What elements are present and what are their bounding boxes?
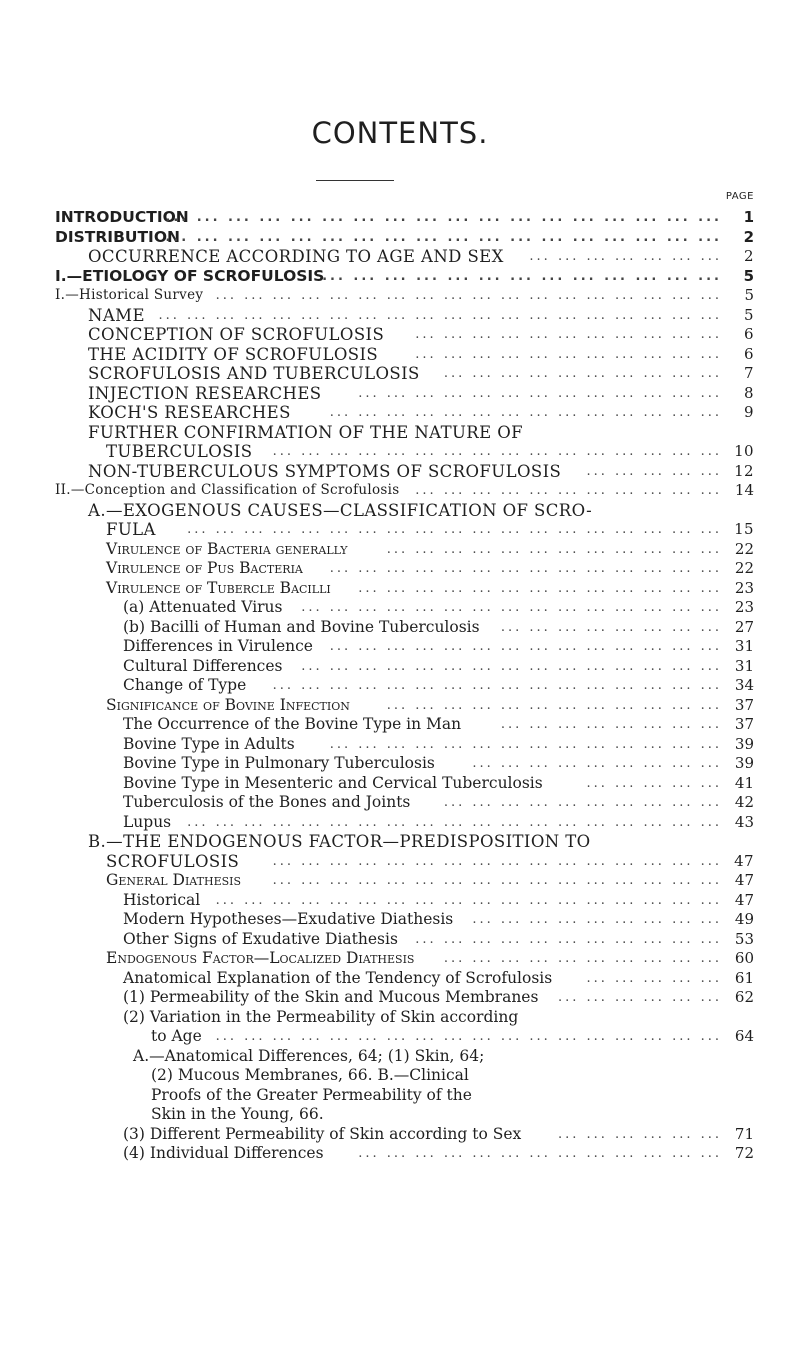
toc-page-number: 9 bbox=[744, 403, 754, 421]
page-column-header: PAGE bbox=[725, 191, 754, 202]
toc-page-number: 47 bbox=[734, 890, 754, 909]
dot-leader: ... ... ... ... ... ... ... ... ... ... ... ... ... ... ... ... bbox=[272, 678, 722, 693]
toc-entry bbox=[0, 267, 800, 287]
toc-entry bbox=[0, 403, 800, 423]
dot-leader: ... ... ... ... ... ... ... ... ... ... ... ... ... ... ... ... bbox=[272, 873, 722, 888]
dot-leader: ... ... ... ... ... ... ... ... ... ... ... ... ... ... ... ... ... ... bbox=[215, 892, 722, 908]
toc-page-number: 15 bbox=[734, 520, 754, 538]
toc-entry-title: CONCEPTION OF SCROFULOSIS bbox=[88, 325, 385, 344]
toc-page-number: 64 bbox=[734, 1027, 754, 1045]
toc-entry-title: Anatomical Explanation of the Tendency of Scrofulosis bbox=[123, 968, 553, 987]
toc-entry bbox=[0, 930, 800, 950]
toc-page-number: 23 bbox=[734, 598, 754, 616]
toc-page-number: 41 bbox=[734, 773, 754, 792]
dot-leader: ... ... ... ... ... bbox=[586, 970, 722, 986]
toc-entry-title: Other Signs of Exudative Diathesis bbox=[123, 929, 398, 948]
toc-entry bbox=[0, 637, 800, 657]
toc-entry bbox=[0, 1144, 800, 1164]
toc-entry bbox=[0, 1008, 800, 1028]
toc-entry-title: Skin in the Young, 66. bbox=[151, 1105, 324, 1123]
toc-page-number: 62 bbox=[734, 988, 754, 1006]
toc-page-number: 23 bbox=[734, 578, 754, 597]
toc-page-number: 31 bbox=[734, 656, 754, 675]
toc-entry bbox=[0, 306, 800, 326]
toc-entry bbox=[0, 423, 800, 443]
toc-entry-title: KOCH'S RESEARCHES bbox=[88, 403, 291, 422]
toc-page-number: 5 bbox=[744, 305, 754, 324]
dot-leader: ... ... ... ... ... ... ... ... ... ... ... ... ... ... ... ... ... ... bbox=[215, 288, 722, 303]
toc-entry-title: I.—Historical Survey bbox=[55, 287, 204, 303]
toc-page-number: 8 bbox=[744, 383, 754, 402]
toc-page-number: 7 bbox=[744, 364, 754, 382]
toc-page-number: 72 bbox=[734, 1144, 754, 1162]
toc-entry bbox=[0, 910, 800, 930]
dot-leader: ... ... ... ... ... ... ... ... ... ... ... ... ... ... ... ... ... ... ... bbox=[187, 814, 722, 830]
dot-leader: ... ... ... ... ... ... ... ... ... bbox=[472, 756, 722, 771]
toc-entry-title: (2) Variation in the Permeability of Skin according bbox=[123, 1007, 519, 1026]
toc-page-number: 34 bbox=[734, 676, 754, 694]
toc-entry bbox=[0, 618, 800, 638]
toc-entry bbox=[0, 462, 800, 482]
toc-entry-title: Virulence of Tubercle Bacilli bbox=[106, 578, 331, 597]
toc-page-number: 60 bbox=[734, 949, 754, 967]
toc-entry bbox=[0, 501, 800, 521]
toc-entry bbox=[0, 1047, 800, 1067]
dot-leader: ... ... ... ... ... ... ... ... ... ... ... ... ... bbox=[322, 268, 722, 284]
toc-entry-title: Historical bbox=[123, 890, 201, 909]
toc-page-number: 71 bbox=[734, 1124, 754, 1143]
toc-entry bbox=[0, 754, 800, 774]
toc-entry bbox=[0, 481, 800, 501]
toc-page-number: 37 bbox=[734, 695, 754, 714]
toc-entry-title: Bovine Type in Pulmonary Tuberculosis bbox=[123, 754, 435, 772]
toc-entry bbox=[0, 540, 800, 560]
toc-entry-title: Lupus bbox=[123, 812, 172, 831]
dot-leader: ... ... ... ... ... ... ... ... ... ... ... ... ... ... ... ... bbox=[272, 853, 722, 869]
toc-entry bbox=[0, 871, 800, 891]
toc-entry-title: Tuberculosis of the Bones and Joints bbox=[123, 793, 411, 811]
toc-entry bbox=[0, 1105, 800, 1125]
dot-leader: ... ... ... ... ... ... bbox=[557, 1126, 722, 1142]
toc-page-number: 53 bbox=[734, 929, 754, 948]
toc-page-number: 14 bbox=[734, 481, 754, 499]
toc-entry-title: NON-TUBERCULOUS SYMPTOMS OF SCROFULOSIS bbox=[88, 461, 562, 481]
dot-leader: ... ... ... ... ... ... ... ... ... ... ... ... bbox=[386, 541, 722, 557]
toc-entry-title: INTRODUCTION bbox=[55, 208, 189, 226]
toc-entry-title: to Age bbox=[151, 1027, 202, 1045]
dot-leader: ... ... ... ... ... ... bbox=[557, 990, 722, 1005]
dot-leader: ... ... ... ... ... bbox=[586, 463, 722, 479]
dot-leader: ... ... ... ... ... ... ... ... ... ... ... ... ... ... ... bbox=[301, 600, 722, 615]
toc-page-number: 61 bbox=[734, 968, 754, 987]
toc-entry-title: Cultural Differences bbox=[123, 656, 283, 675]
dot-leader: ... ... ... ... ... ... ... ... ... ... ... ... ... ... ... ... bbox=[272, 444, 722, 459]
toc-page-number: 12 bbox=[734, 461, 754, 480]
toc-entry bbox=[0, 969, 800, 989]
toc-entry-title: General Diathesis bbox=[106, 871, 242, 889]
toc-entry bbox=[0, 345, 800, 365]
toc-entry-title: Bovine Type in Mesenteric and Cervical Tuberculosis bbox=[123, 773, 543, 792]
toc-entry-title: Virulence of Pus Bacteria bbox=[106, 559, 303, 577]
dot-leader: ... ... ... ... ... ... ... ... ... ... ... ... ... ... ... ... ... ... ... bbox=[187, 522, 722, 537]
dot-leader: ... ... ... ... ... ... ... ... ... ... ... bbox=[415, 931, 722, 947]
toc-entry bbox=[0, 384, 800, 404]
dot-leader: ... ... ... ... ... ... ... ... ... ... bbox=[443, 951, 722, 966]
toc-entry bbox=[0, 559, 800, 579]
toc-page-number: 6 bbox=[744, 325, 754, 343]
toc-entry-title: Proofs of the Greater Permeability of the bbox=[151, 1085, 472, 1104]
dot-leader: ... ... ... ... ... ... ... ... ... bbox=[472, 912, 722, 927]
toc-entry-title: NAME bbox=[88, 305, 145, 325]
toc-entry bbox=[0, 988, 800, 1008]
title-divider bbox=[316, 180, 394, 181]
toc-entry bbox=[0, 735, 800, 755]
toc-entry bbox=[0, 813, 800, 833]
dot-leader: ... ... ... ... ... ... ... ... ... ... ... ... ... ... ... ... ... ... bbox=[165, 229, 722, 245]
toc-entry bbox=[0, 949, 800, 969]
toc-entry bbox=[0, 676, 800, 696]
toc-entry bbox=[0, 286, 800, 306]
toc-page-number: 5 bbox=[743, 266, 754, 285]
dot-leader: ... ... ... ... ... ... ... ... ... ... ... ... ... ... ... ... ... ... bbox=[215, 1029, 722, 1044]
toc-page-number: 47 bbox=[734, 871, 754, 889]
contents-title: CONTENTS. bbox=[311, 116, 489, 150]
toc-entry bbox=[0, 208, 800, 228]
toc-entry bbox=[0, 774, 800, 794]
dot-leader: ... ... ... ... ... ... ... ... ... ... ... ... ... ... bbox=[329, 736, 722, 752]
dot-leader: ... ... ... ... ... ... ... ... ... ... bbox=[443, 795, 722, 810]
toc-entry bbox=[0, 696, 800, 716]
dot-leader: ... ... ... ... ... ... ... ... ... ... ... ... ... ... bbox=[329, 639, 722, 654]
toc-entry-title: Virulence of Bacteria generally bbox=[106, 539, 348, 558]
toc-entry bbox=[0, 657, 800, 677]
toc-entry-title: TUBERCULOSIS bbox=[106, 442, 253, 461]
dot-leader: ... ... ... ... ... ... ... bbox=[529, 249, 722, 264]
toc-entry-title: INJECTION RESEARCHES bbox=[88, 383, 322, 403]
toc-page-number: 49 bbox=[734, 910, 754, 928]
toc-page-number: 31 bbox=[734, 637, 754, 655]
toc-entry-title: (3) Different Permeability of Skin according to Sex bbox=[123, 1124, 522, 1143]
toc-entry-title: Modern Hypotheses—Exudative Diathesis bbox=[123, 910, 454, 928]
dot-leader: ... ... ... ... ... ... ... ... ... ... bbox=[443, 366, 722, 381]
toc-page-number: 27 bbox=[734, 617, 754, 636]
toc-page-number: 1 bbox=[743, 208, 754, 226]
toc-entry-title: (1) Permeability of the Skin and Mucous Membranes bbox=[123, 988, 539, 1006]
toc-entry-title: A.—Anatomical Differences, 64; (1) Skin, 64; bbox=[133, 1046, 485, 1065]
dot-leader: ... ... ... ... ... ... ... ... ... ... ... bbox=[415, 327, 722, 342]
dot-leader: ... ... ... ... ... ... ... ... ... ... ... ... ... bbox=[358, 385, 722, 401]
toc-entry bbox=[0, 247, 800, 267]
toc-entry-title: A.—EXOGENOUS CAUSES—CLASSIFICATION OF SCRO- bbox=[88, 500, 593, 520]
toc-page-number: 22 bbox=[734, 559, 754, 577]
toc-entry bbox=[0, 1027, 800, 1047]
toc-entry bbox=[0, 325, 800, 345]
toc-entry-title: Endogenous Factor—Localized Diathesis bbox=[106, 949, 415, 967]
dot-leader: ... ... ... ... ... ... ... ... ... ... ... ... ... ... ... ... ... ... bbox=[165, 210, 722, 225]
toc-page-number: 39 bbox=[734, 754, 754, 772]
dot-leader: ... ... ... ... ... bbox=[586, 775, 722, 791]
toc-entry-title: (2) Mucous Membranes, 66. B.—Clinical bbox=[151, 1066, 469, 1084]
toc-entry-title: Differences in Virulence bbox=[123, 637, 313, 655]
toc-entry-title: (4) Individual Differences bbox=[123, 1144, 324, 1162]
toc-entry bbox=[0, 364, 800, 384]
toc-entry bbox=[0, 1086, 800, 1106]
dot-leader: ... ... ... ... ... ... ... ... ... ... ... ... ... ... ... bbox=[301, 658, 722, 674]
toc-page-number: 39 bbox=[734, 734, 754, 753]
dot-leader: ... ... ... ... ... ... ... ... ... ... ... ... ... ... bbox=[329, 405, 722, 420]
toc-page-number: 43 bbox=[734, 812, 754, 831]
toc-entry bbox=[0, 579, 800, 599]
toc-entry-title: (b) Bacilli of Human and Bovine Tuberculosis bbox=[123, 617, 480, 636]
toc-page-number: 2 bbox=[743, 227, 754, 246]
toc-entry-title: (a) Attenuated Virus bbox=[123, 598, 283, 616]
toc-entry-title: FURTHER CONFIRMATION OF THE NATURE OF bbox=[88, 422, 523, 442]
dot-leader: ... ... ... ... ... ... ... ... ... ... ... ... ... bbox=[358, 1146, 722, 1161]
toc-page-number: 10 bbox=[734, 442, 754, 460]
toc-entry bbox=[0, 832, 800, 852]
toc-entry-title: DISTRIBUTION bbox=[55, 227, 180, 246]
dot-leader: ... ... ... ... ... ... ... ... bbox=[500, 717, 722, 732]
toc-entry-title: The Occurrence of the Bovine Type in Man bbox=[123, 715, 462, 733]
dot-leader: ... ... ... ... ... ... ... ... ... ... ... ... bbox=[386, 697, 722, 713]
dot-leader: ... ... ... ... ... ... ... ... ... ... ... ... ... bbox=[358, 580, 722, 596]
toc-entry bbox=[0, 1125, 800, 1145]
toc-entry bbox=[0, 520, 800, 540]
toc-entry bbox=[0, 793, 800, 813]
toc-entry-title: Change of Type bbox=[123, 676, 247, 694]
toc-entry bbox=[0, 852, 800, 872]
dot-leader: ... ... ... ... ... ... ... ... ... ... ... ... ... ... bbox=[329, 561, 722, 576]
dot-leader: ... ... ... ... ... ... ... ... ... ... ... bbox=[415, 346, 722, 362]
toc-entry-title: SCROFULOSIS bbox=[106, 851, 240, 871]
toc-entry-title: II.—Conception and Classification of Scrofulosis bbox=[55, 482, 400, 498]
toc-page-number: 6 bbox=[744, 344, 754, 363]
toc-entry bbox=[0, 228, 800, 248]
toc-entry bbox=[0, 891, 800, 911]
toc-entry-title: B.—THE ENDOGENOUS FACTOR—PREDISPOSITION TO bbox=[88, 832, 591, 851]
toc-page-number: 37 bbox=[734, 715, 754, 733]
dot-leader: ... ... ... ... ... ... ... ... ... ... ... ... ... ... ... ... ... ... ... ... bbox=[158, 307, 722, 323]
toc-entry-title: Significance of Bovine Infection bbox=[106, 695, 350, 714]
toc-entry-title: THE ACIDITY OF SCROFULOSIS bbox=[88, 344, 379, 364]
toc-entry-title: OCCURRENCE ACCORDING TO AGE AND SEX bbox=[88, 247, 504, 266]
toc-entry-title: I.—ETIOLOGY OF SCROFULOSIS bbox=[55, 266, 325, 285]
table-of-contents bbox=[0, 208, 800, 1164]
toc-entry bbox=[0, 1066, 800, 1086]
toc-entry bbox=[0, 442, 800, 462]
toc-page-number: 42 bbox=[734, 793, 754, 811]
toc-page-number: 2 bbox=[744, 247, 754, 265]
toc-entry bbox=[0, 715, 800, 735]
dot-leader: ... ... ... ... ... ... ... ... bbox=[500, 619, 722, 635]
toc-page-number: 5 bbox=[744, 286, 754, 304]
toc-entry-title: Bovine Type in Adults bbox=[123, 734, 295, 753]
toc-entry bbox=[0, 598, 800, 618]
toc-page-number: 47 bbox=[734, 851, 754, 870]
toc-entry-title: SCROFULOSIS AND TUBERCULOSIS bbox=[88, 364, 420, 383]
toc-entry-title: FULA bbox=[106, 520, 156, 539]
toc-page-number: 22 bbox=[734, 539, 754, 558]
dot-leader: ... ... ... ... ... ... ... ... ... ... ... bbox=[415, 483, 722, 498]
